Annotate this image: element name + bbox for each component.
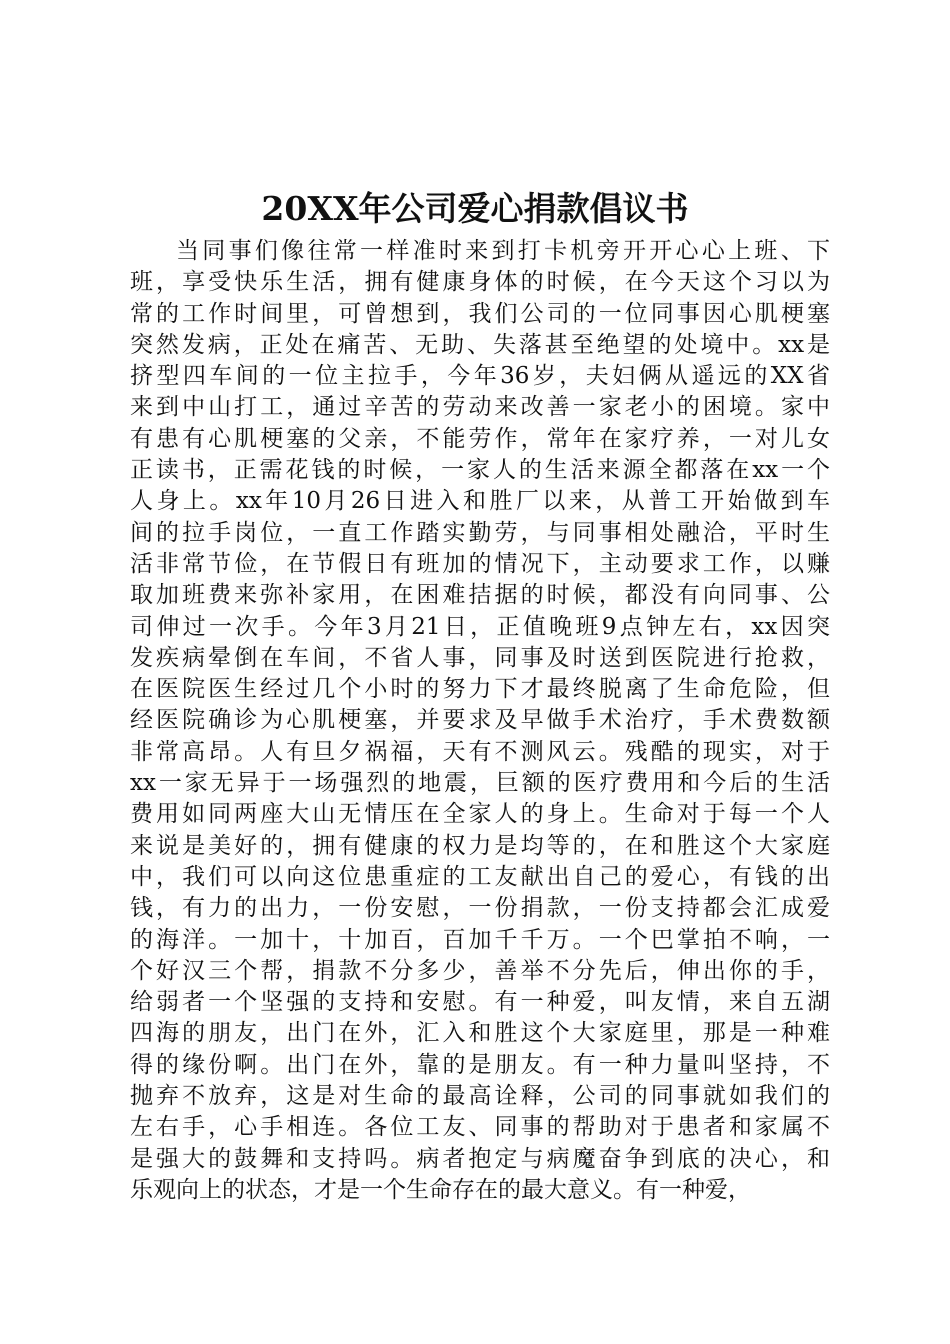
document-body [130,236,830,1206]
body-line: 经医院确诊为心肌梗塞，并要求及早做手术治疗，手术费数额 [130,707,830,734]
body-line: 发疾病晕倒在车间，不省人事，同事及时送到医院进行抢救， [130,644,830,671]
body-line: 活非常节俭，在节假日有班加的情况下，主动要求工作，以赚 [130,550,830,577]
body-line: 取加班费来弥补家用，在困难拮据的时候，都没有向同事、公 [130,582,830,609]
body-line: 来到中山打工，通过辛苦的劳动来改善一家老小的困境。家中 [130,394,830,421]
body-line: 在医院医生经过几个小时的努力下才最终脱离了生命危险，但 [130,676,830,703]
body-line: 当同事们像往常一样准时来到打卡机旁开开心心上班、下 [176,238,830,264]
document-title: 20XX年公司爱心捐款倡议书 [261,189,689,228]
body-line: 正读书，正需花钱的时候，一家人的生活来源全都落在xx一个 [130,457,830,484]
body-line: 的海洋。一加十，十加百，百加千千万。一个巴掌拍不响，一 [130,926,830,953]
body-line: 人身上。xx年10月26日进入和胜厂以来，从普工开始做到车 [130,488,830,515]
body-line: 是强大的鼓舞和支持吗。病者抱定与病魔奋争到底的决心，和 [130,1145,830,1172]
body-line: 班，享受快乐生活，拥有健康身体的时候，在今天这个习以为 [130,269,830,296]
body-line: 非常高昂。人有旦夕祸福，天有不测风云。残酷的现实，对于 [130,738,830,765]
body-line: 给弱者一个坚强的支持和安慰。有一种爱，叫友情，来自五湖 [130,989,830,1016]
body-line: 有患有心肌梗塞的父亲，不能劳作，常年在家疗养，一对儿女 [130,425,830,452]
body-line: 间的拉手岗位，一直工作踏实勤劳，与同事相处融洽，平时生 [130,519,830,546]
body-line: 得的缘份啊。出门在外，靠的是朋友。有一种力量叫坚持，不 [130,1051,830,1078]
body-line: 费用如同两座大山无情压在全家人的身上。生命对于每一个人 [130,801,830,828]
body-line: 常的工作时间里，可曾想到，我们公司的一位同事因心肌梗塞 [130,300,830,327]
body-line: 挤型四车间的一位主拉手，今年36岁，夫妇俩从遥远的XX省 [130,363,830,390]
body-line: 来说是美好的，拥有健康的权力是均等的，在和胜这个大家庭 [130,832,830,859]
body-line: 司伸过一次手。今年3月21日，正值晚班9点钟左右，xx因突 [130,613,830,640]
body-line: 左右手，心手相连。各位工友、同事的帮助对于患者和家属不 [130,1114,830,1141]
body-line: 中，我们可以向这位患重症的工友献出自己的爱心，有钱的出 [130,863,830,890]
body-line: 乐观向上的状态，才是一个生命存在的最大意义。有一种爱， [130,1176,751,1203]
body-line: 突然发病，正处在痛苦、无助、失落甚至绝望的处境中。xx是 [130,331,830,358]
body-line: 抛弃不放弃，这是对生命的最高诠释，公司的同事就如我们的 [130,1083,830,1110]
body-line: 四海的朋友，出门在外，汇入和胜这个大家庭里，那是一种难 [130,1020,830,1047]
body-line: xx一家无异于一场强烈的地震，巨额的医疗费用和今后的生活 [130,770,830,797]
body-line: 钱，有力的出力，一份安慰，一份捐款，一份支持都会汇成爱 [130,895,830,922]
body-line: 个好汉三个帮，捐款不分多少，善举不分先后，伸出你的手， [130,957,830,984]
